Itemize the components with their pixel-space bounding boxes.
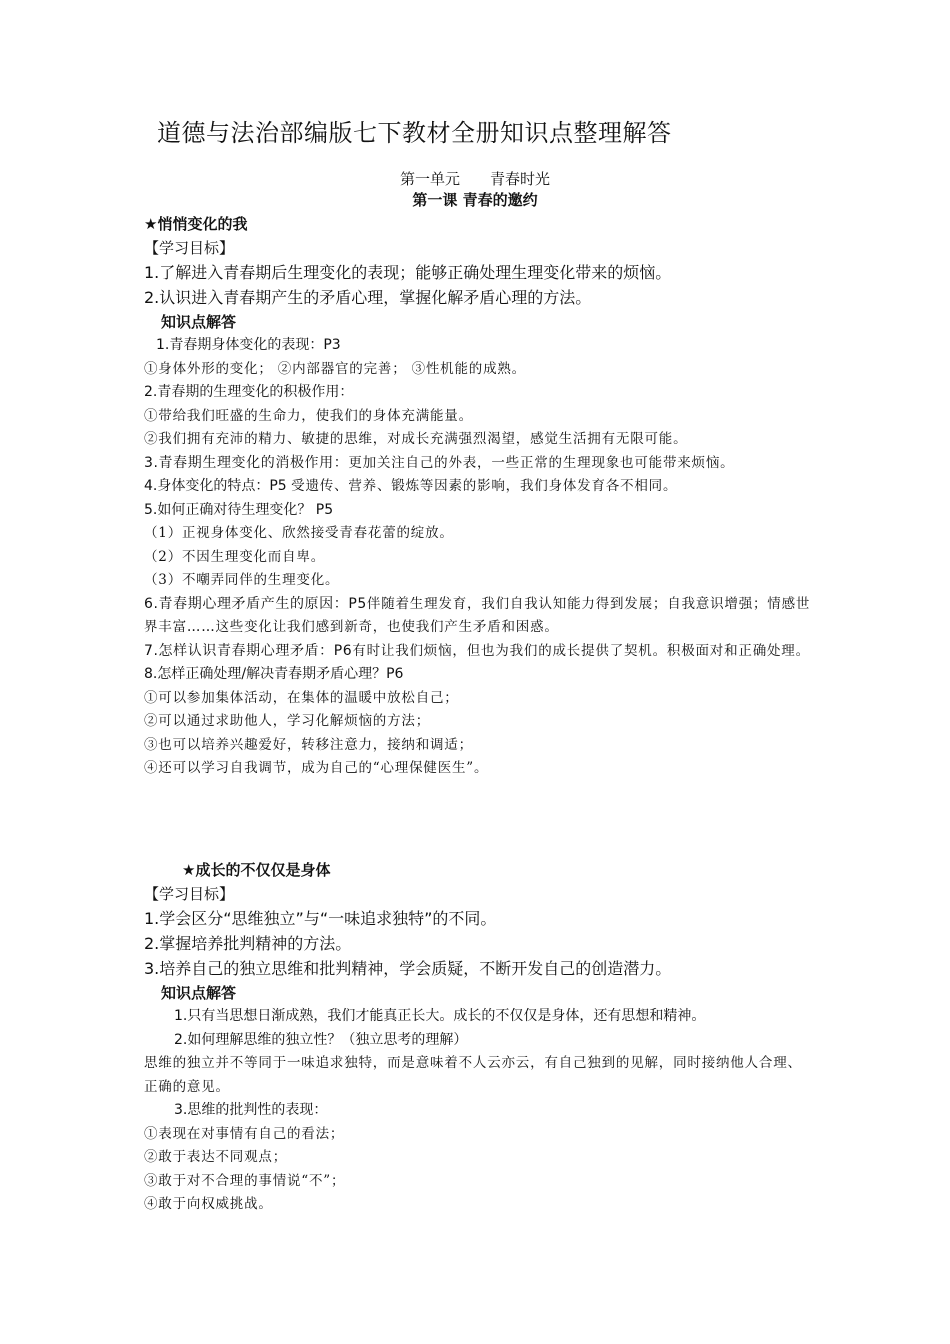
question-with-answer	[144, 452, 814, 476]
answer: ①身体外形的变化； ②内部器官的完善； ③性机能的成熟。	[144, 360, 526, 377]
question-with-answer	[144, 640, 814, 664]
goal-item: 1.学会区分“思维独立”与“一味追求独特”的不同。	[144, 909, 497, 928]
answer: ①带给我们旺盛的生命力，使我们的身体充满能量。	[144, 407, 473, 424]
answer: 伴随着生理发育，我们自我认知能力得到发展；自我意识增强；情感世界丰富……这些变化让我们感到新奇，也使我们产生矛盾和困惑。	[144, 595, 811, 635]
goal-item: 2.掌握培养批判精神的方法。	[144, 934, 352, 953]
answer: （3）不嘲弄同伴的生理变化。	[144, 572, 340, 588]
unit-name: 青春时光	[490, 170, 551, 188]
question: 8.怎样正确处理/解决青春期矛盾心理？P6	[144, 666, 404, 682]
answer: 思维的独立并不等同于一味追求独特，而是意味着不人云亦云，有自己独到的见解，同时接纳他人合理、正确的意见。	[144, 1055, 802, 1095]
lesson-heading: 第一课 青春的邀约	[412, 191, 538, 209]
knowledge-label: 知识点解答	[161, 313, 237, 331]
goal-label: 【学习目标】	[144, 885, 235, 903]
section-heading: ★成长的不仅仅是身体	[182, 861, 331, 879]
answer: ②我们拥有充沛的精力、敏捷的思维，对成长充满强烈渴望，感觉生活拥有无限可能。	[144, 431, 688, 447]
document-title: 道德与法治部编版七下教材全册知识点整理解答	[157, 119, 672, 147]
question: 7.怎样认识青春期心理矛盾：P6	[144, 642, 353, 659]
goal-item: 2.认识进入青春期产生的矛盾心理，掌握化解矛盾心理的方法。	[144, 288, 592, 307]
answer: （1）正视身体变化、欣然接受青春花蕾的绽放。	[144, 525, 454, 541]
goal-label: 【学习目标】	[144, 239, 235, 257]
answer: （2）不因生理变化而自卑。	[144, 548, 325, 565]
answer: ②可以通过求助他人，学习化解烦恼的方法；	[144, 713, 430, 729]
answer: 有时让我们烦恼，但也为我们的成长提供了契机。积极面对和正确处理。	[352, 642, 810, 659]
answer: ①可以参加集体活动，在集体的温暖中放松自己；	[144, 689, 459, 706]
question: 3.青春期生理变化的消极作用：	[144, 454, 349, 471]
unit-label: 第一单元	[399, 170, 460, 188]
question: 5.如何正确对待生理变化？ P5	[144, 501, 334, 518]
section-2	[144, 858, 814, 1217]
answer: ③敢于对不合理的事情说“不”；	[144, 1172, 346, 1189]
answer: 更加关注自己的外表，一些正常的生理现象也可能带来烦恼。	[348, 454, 735, 471]
question: 1.青春期身体变化的表现：P3	[156, 337, 341, 353]
question: 3.思维的批判性的表现：	[174, 1102, 328, 1118]
section-heading: ★悄悄变化的我	[144, 215, 248, 233]
answer: ①表现在对事情有自己的看法；	[144, 1125, 345, 1142]
answer: ④还可以学习自我调节，成为自己的“心理保健医生”。	[144, 760, 489, 776]
section-1	[144, 212, 814, 781]
answer: ②敢于表达不同观点；	[144, 1149, 287, 1165]
answer: 受遗传、营养、锻炼等因素的影响，我们身体发育各不相同。	[291, 478, 678, 494]
question: 6.青春期心理矛盾产生的原因：P5	[144, 595, 367, 612]
question-with-answer	[144, 475, 814, 499]
question: 2.如何理解思维的独立性？（独立思考的理解）	[174, 1031, 468, 1048]
goal-item: 3.培养自己的独立思维和批判精神，学会质疑，不断开发自己的创造潜力。	[144, 959, 672, 978]
answer: ④敢于向权威挑战。	[144, 1196, 273, 1212]
question: 4.身体变化的特点：P5	[144, 478, 292, 494]
question: 2.青春期的生理变化的积极作用：	[144, 384, 354, 400]
answer: ③也可以培养兴趣爱好，转移注意力，接纳和调适；	[144, 736, 473, 753]
unit-heading	[0, 168, 950, 190]
question: 1.只有当思想日渐成熟，我们才能真正长大。成长的不仅仅是身体，还有思想和精神。	[174, 1008, 706, 1024]
knowledge-label: 知识点解答	[161, 984, 237, 1002]
goal-item: 1.了解进入青春期后生理变化的表现；能够正确处理生理变化带来的烦恼。	[144, 263, 672, 282]
question-with-answer	[144, 593, 814, 640]
